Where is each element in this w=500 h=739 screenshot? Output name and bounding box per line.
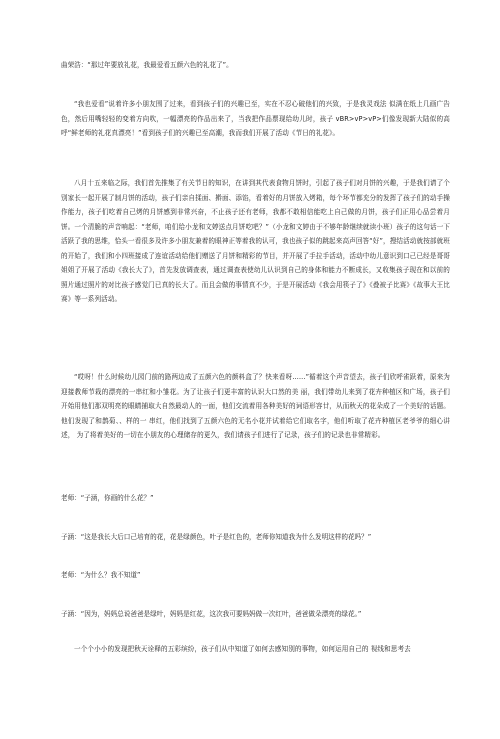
opening-quote: 曲荣浩：“那过年要放礼花，我最爱看五颜六色的礼花了”。 — [61, 61, 233, 69]
paragraph-4: 一个个小小的发现把秋天诠释的五彩缤纷，孩子们从中知道了如何去感知别的事物，如何运用自己的 视线和思考去 — [74, 645, 411, 653]
dialogue-teacher-1: 老师：“子涵，你画的什么花？” — [61, 494, 154, 502]
paragraph-3: “哎呀！什么时候幼儿园门前的路两边成了五颜六色的颜料盒了？快来看呀……”循着这个声音望去，孩子们欣呼雀跃着，原来为迎接教师节栽的漂亮的一串红和小雏花。为了让孩子们更丰富的认识大口然的美 丽，我们带幼儿来到了花卉种植区和广场，孩子们开始用他们那双明亮的眼睛捕取大自然最动人的一面，他们交流着用各种美好的词语形容廿，从而秋天的花朵成了一个美好的话题。他们发现了和鹊菊、、样的一 串红，他们找到了五颜六色的无名小花并试着给它们取名字，他们听取了花卉种植区老爷爷的细心讲述， 为了将着美好的一切在小朋友的心理储存的更久，我们请孩子们进行了记录，孩子们的记录也非常精彩。 — [61, 373, 450, 439]
paragraph-2: 八月十五来临之际，我们首先推集了有关节日的知识，在讲到其代表食物月饼时，引起了孩子们对月饼的兴趣，于是我们请了个别家长一起开展了制月饼的活动，孩子们亲自揉面、擀面、添馅，看着好的月饼放入烤箱，每个环节都充分的发挥了孩子们的动手操作能力，孩子们吃着自己烤的月饼感到非常兴奋，不止孩子还有老师，我都不敢相信能吃上自己做的月饼，孩子们正用心品尝着月饼。一个清脆的声音响起：“老师，咱们给小龙和文婷送点月饼吃吧？”（小龙和文婷由于不够年龄继续就读小班）孩子的这句话一下活跃了我的思维，恰头一看很多及许多小朋友兼着的眼神正等着我的认可，我也孩子似的跳起来高声回答“好”，搜结活动就按部就班的开始了，我们和小四班接成了连谊活动给他们赠送了月饼和精彩的节目，并开展了手拉手活动，活动中幼儿意识到口己已经是哥哥姐姐了开展了活动《我长大了》，首先发放调查表，通过调查表使幼儿认识到自己的身体和能力不断成长，又收集孩子现在和以前的照片通过照片的对比孩子感觉门已真的长大了。而且会做的事情真不少，于是开展活动《我会用筷子了》《叠被子比赛》《故事大王比赛》等一系列活动。 — [61, 179, 450, 303]
dialogue-teacher-2: 老师：“为什么？我不知道” — [61, 571, 141, 579]
dialogue-child-2: 子涵：“因为，妈妈总说爸爸是绿叶，妈妈是红花，这次我可要妈妈做一次红叶，爸爸做朵漂亮的绿花。” — [61, 610, 362, 618]
dialogue-child-1: 子涵：“这是我长大后口己培育的花，花是绿颜色，叶子是红色的，老师你知道我为什么发明这样的花吗？” — [61, 533, 372, 541]
paragraph-1: “我也爱看”说着许多小朋友围了过来，看到孩子们的兴趣已至，实在不忍心破他们的兴致，于是我灵戏法 似满在纸上几画广告色，然后用嘴轻轻的变着方向吹，一幅漂亮的作品出来了，当我把作品票现给幼儿时，孩子 vBR>vP>vP>们像发现新大陆似的高呼“鲜老师的礼花真漂亮！”看到孩子们的兴趣已至高潮，我而我们开展了活动《节日的礼花》。 — [61, 100, 450, 137]
